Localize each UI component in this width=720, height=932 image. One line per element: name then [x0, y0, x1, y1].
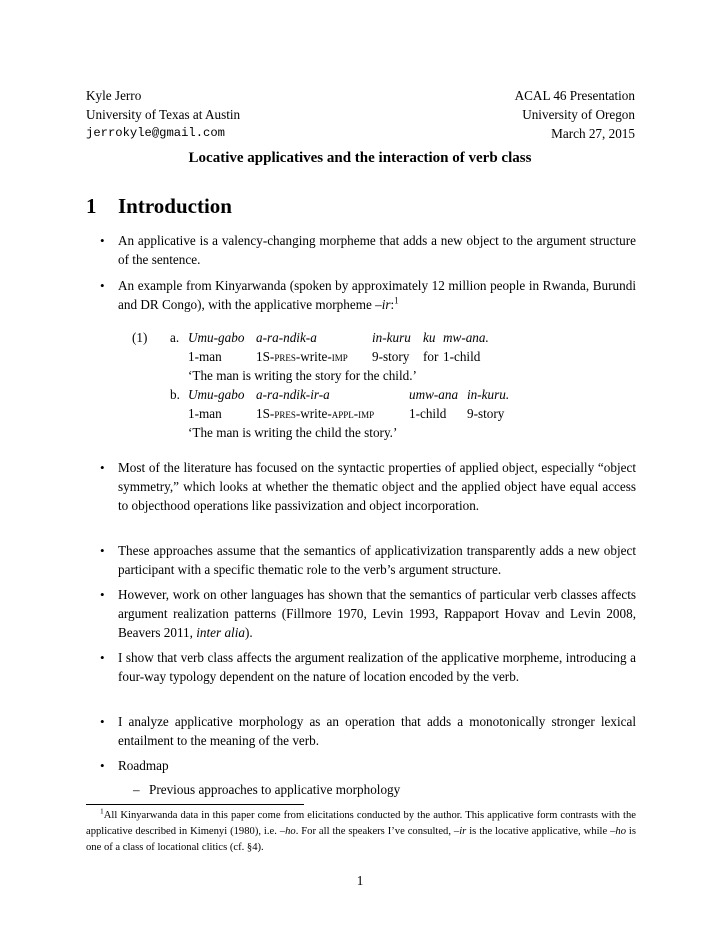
- bullet-icon: •: [100, 278, 105, 293]
- gloss: 1S-pres-write-imp: [256, 349, 348, 364]
- gloss: 9-story: [372, 349, 410, 364]
- word: a-ra-ndik-a: [256, 330, 317, 345]
- section-heading: [86, 192, 232, 220]
- example-a-label: a.: [170, 330, 180, 345]
- bullet-applicative-definition: An applicative is a valency-changing morpheme that adds a new object to the argument structure of the sentence.: [118, 233, 636, 267]
- bullet-icon: •: [100, 714, 105, 729]
- example-b-label: b.: [170, 387, 180, 402]
- translation: ‘The man is writing the child the story.’: [188, 425, 398, 440]
- bullet-icon: •: [100, 587, 105, 602]
- gloss: 1-man: [188, 349, 222, 364]
- event-block: [515, 86, 635, 143]
- word: in-kuru: [372, 330, 411, 345]
- bullet-approaches: These approaches assume that the semantics of applicativization transparently adds a new object participant with a specific thematic role to the verb’s argument structure.: [118, 543, 636, 577]
- translation: ‘The man is writing the story for the child.’: [188, 368, 417, 383]
- footnote-rule: [86, 804, 304, 805]
- event-date: March 27, 2015: [551, 126, 635, 141]
- bullet-icon: •: [100, 543, 105, 558]
- gloss: 1-child: [409, 406, 447, 421]
- footnote-ref: 1: [394, 295, 399, 306]
- author-block: [86, 86, 240, 143]
- word: a-ra-ndik-ir-a: [256, 387, 330, 402]
- author-name: Kyle Jerro: [86, 88, 142, 103]
- footnote: $^1$All Kinyarwanda data in this paper come from elicitations conducted by the author. This applicative form contrasts with the applicative described in Kimenyi (1980), i.e. –ho. For all the speakers I’ve consulted, –ir is the locative applicative, while –ho is one of a class of locational clitics (cf. §4).: [86, 806, 636, 853]
- example-number: (1): [132, 330, 148, 345]
- event-name: ACAL 46 Presentation: [514, 88, 635, 103]
- word: ku: [423, 330, 436, 345]
- gloss: 1-man: [188, 406, 222, 421]
- gloss: 1S-pres-write-appl-imp: [256, 406, 375, 421]
- word: Umu-gabo: [188, 387, 245, 402]
- bullet-icon: •: [100, 233, 105, 248]
- gloss: 9-story: [467, 406, 505, 421]
- bullet-kinyarwanda-example: An example from Kinyarwanda (spoken by approximately 12 million people in Rwanda, Burundi and DR Congo), with the applicative morpheme –ir:$^1$: [118, 278, 636, 312]
- bullet-analysis: I analyze applicative morphology as an operation that adds a monotonically stronger lexical entailment to the meaning of the verb.: [118, 714, 636, 748]
- bullet-icon: •: [100, 758, 105, 773]
- bullet-icon: •: [100, 650, 105, 665]
- morpheme-ir: –ir: [375, 297, 391, 312]
- word: umw-ana: [409, 387, 459, 402]
- bullet-icon: •: [100, 460, 105, 475]
- author-email: jerrokyle@gmail.com: [86, 126, 225, 140]
- word: Umu-gabo: [188, 330, 245, 345]
- paper-title: Locative applicatives and the interaction of verb class: [188, 150, 532, 166]
- bullet-literature: Most of the literature has focused on the syntactic properties of applied object, especially “object symmetry,” which looks at whether the thematic object and the applied object have equal access to objecthood operations like passivization and object incorporation.: [118, 460, 636, 513]
- section-title: Introduction: [118, 194, 232, 218]
- bullet-typology: I show that verb class affects the argument realization of the applicative morpheme, introducing a four-way typology dependent on the nature of location encoded by the verb.: [118, 650, 636, 684]
- section-number: 1: [86, 194, 97, 218]
- bullet-roadmap: Roadmap: [118, 758, 169, 773]
- bullet-verb-classes: However, work on other languages has shown that the semantics of particular verb classes affects argument realization patterns (Fillmore 1970, Levin 1993, Rappaport Hovav and Levin 2008, Beavers 2011, inter alia).: [118, 587, 636, 640]
- word: in-kuru.: [467, 387, 510, 402]
- gloss: for: [423, 349, 439, 364]
- page-number: 1: [356, 873, 364, 888]
- word: mw-ana.: [443, 330, 489, 345]
- gloss: 1-child: [443, 349, 481, 364]
- author-affiliation: University of Texas at Austin: [86, 107, 241, 122]
- dash-icon: –: [133, 782, 140, 797]
- event-location: University of Oregon: [522, 107, 635, 122]
- roadmap-item: Previous approaches to applicative morphology: [149, 782, 401, 797]
